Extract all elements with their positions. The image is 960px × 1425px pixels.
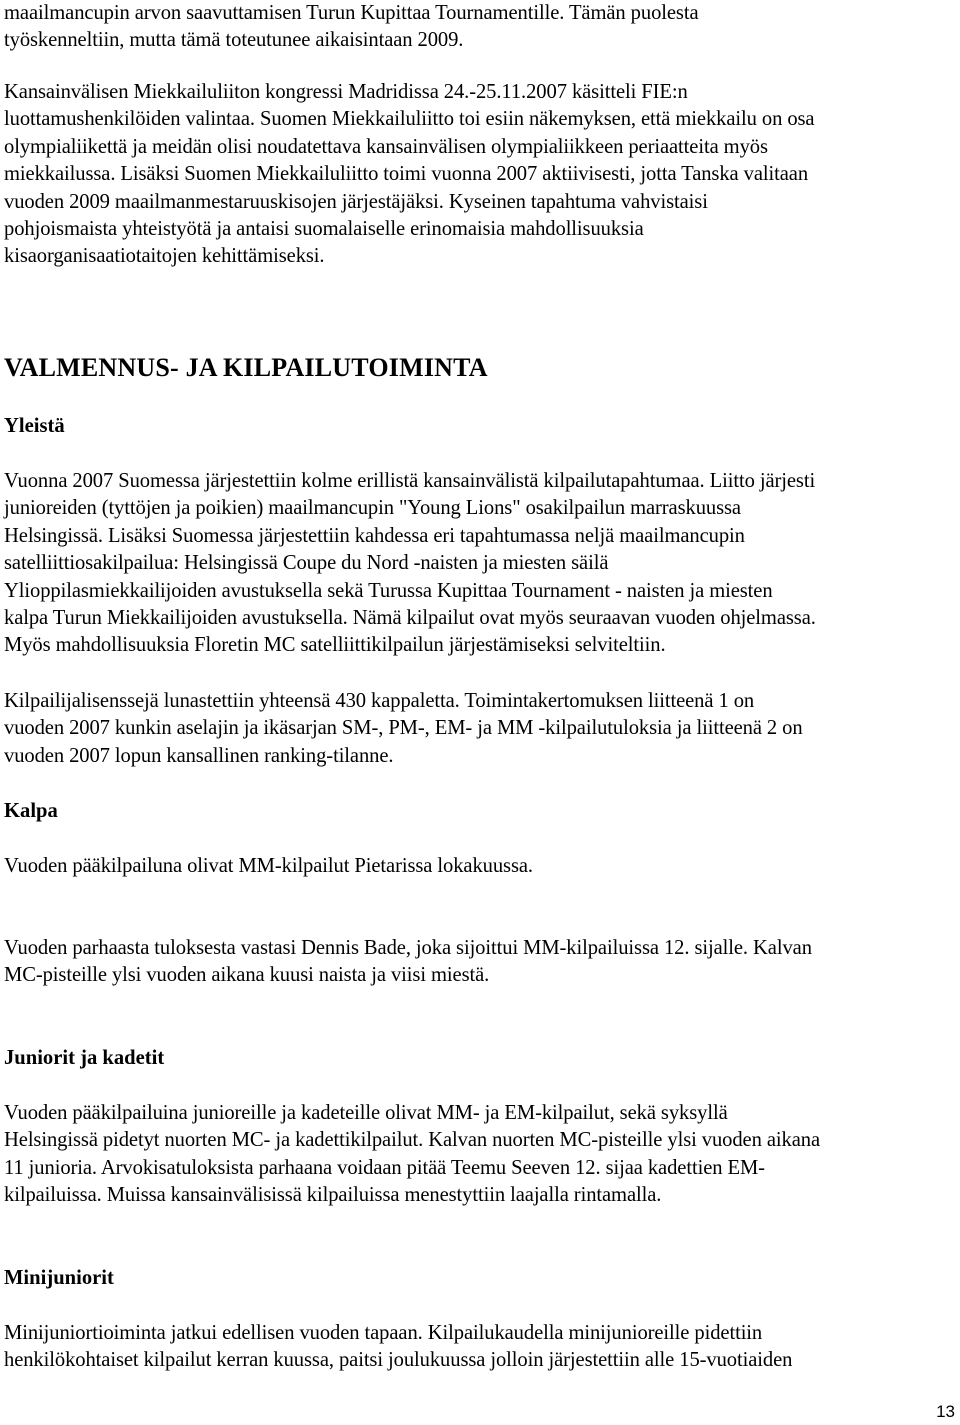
text-line: kalpa Turun Miekkailijoiden avustuksella. Nämä kilpailut ovat myös seuraavan vuoden ohjelmassa. xyxy=(4,607,816,630)
juniorit-paragraph-1 xyxy=(4,1100,954,1210)
text-line: Helsingissä pidetyt nuorten MC- ja kadettikilpailut. Kalvan nuorten MC-pisteille ylsi vuoden aikana xyxy=(4,1129,820,1152)
text-line: Minijuniortioiminta jatkui edellisen vuoden tapaan. Kilpailukaudella minijunioreille pidettiin xyxy=(4,1322,763,1344)
heading-juniorit: Juniorit ja kadetit xyxy=(4,1047,165,1069)
text-line: olympialiikettä ja meidän olisi noudatettava kansainvälisen olympialiikkeen periaatteita myös xyxy=(4,135,768,158)
text-line: MC-pisteille ylsi vuoden aikana kuusi naista ja viisi miestä. xyxy=(4,964,490,987)
kalpa-paragraph-1 xyxy=(4,853,954,880)
text-line: maailmancupin arvon saavuttamisen Turun Kupittaa Tournamentille. Tämän puolesta xyxy=(4,2,699,24)
intro-paragraph-2 xyxy=(4,79,954,271)
text-line: luottamushenkilöiden valintaa. Suomen Miekkailuliitto toi esiin näkemyksen, että miekkailu on osa xyxy=(4,108,815,131)
yleista-paragraph-1 xyxy=(4,468,954,660)
text-line: Vuoden pääkilpailuina junioreille ja kadeteille olivat MM- ja EM-kilpailut, sekä syksyllä xyxy=(4,1102,728,1124)
text-line: 11 junioria. Arvokisatuloksista parhaana voidaan pitää Teemu Seeven 12. sijaa kadettien EM- xyxy=(4,1156,765,1179)
intro-paragraph-1 xyxy=(4,0,954,55)
text-line: kisaorganisaatiotaitojen kehittämiseksi. xyxy=(4,245,325,268)
text-line: Myös mahdollisuuksia Floretin MC satelliittikilpailun järjestämiseksi selviteltiin. xyxy=(4,634,666,657)
text-line: Kansainvälisen Miekkailuliiton kongressi Madridissa 24.-25.11.2007 käsitteli FIE:n xyxy=(4,81,688,103)
text-line: työskenneltiin, mutta tämä toteutunee aikaisintaan 2009. xyxy=(4,29,464,52)
section-title: VALMENNUS- JA KILPAILUTOIMINTA xyxy=(4,353,488,382)
page-number: 13 xyxy=(936,1402,955,1421)
document-page xyxy=(4,0,954,1425)
text-line: pohjoismaista yhteistyötä ja antaisi suomalaiselle erinomaisia mahdollisuuksia xyxy=(4,218,644,241)
text-line: Vuoden parhaasta tuloksesta vastasi Dennis Bade, joka sijoittui MM-kilpailuissa 12. sijalle. Kalvan xyxy=(4,937,812,959)
yleista-paragraph-2 xyxy=(4,688,954,770)
text-line: satelliittiosakilpailua: Helsingissä Coupe du Nord -naisten ja miesten säilä xyxy=(4,552,609,575)
text-line: henkilökohtaiset kilpailut kerran kuussa, paitsi joulukuussa jolloin järjestettiin alle 15-vuotiaiden xyxy=(4,1349,793,1372)
heading-minijuniorit: Minijuniorit xyxy=(4,1267,114,1289)
text-line: vuoden 2009 maailmanmestaruuskisojen järjestäjäksi. Kyseinen tapahtuma vahvistaisi xyxy=(4,190,708,213)
text-line: vuoden 2007 kunkin aselajin ja ikäsarjan SM-, PM-, EM- ja MM -kilpailutuloksia ja liitteenä 2 on xyxy=(4,717,803,740)
text-line: junioreiden (tyttöjen ja poikien) maailmancupin "Young Lions" osakilpailun marraskuussa xyxy=(4,497,741,520)
text-line: Vuonna 2007 Suomessa järjestettiin kolme erillistä kansainvälistä kilpailutapahtumaa. Liitto järjesti xyxy=(4,470,816,492)
text-line: Helsingissä. Lisäksi Suomessa järjestettiin kahdessa eri tapahtumassa neljä maailmancupin xyxy=(4,524,745,547)
text-line: Vuoden pääkilpailuna olivat MM-kilpailut Pietarissa lokakuussa. xyxy=(4,855,533,877)
text-line: miekkailussa. Lisäksi Suomen Miekkailuliitto toimi vuonna 2007 aktiivisesti, jotta Tanska valitaan xyxy=(4,163,809,186)
text-line: Kilpailijalisenssejä lunastettiin yhteensä 430 kappaletta. Toimintakertomuksen liitteenä 1 on xyxy=(4,690,755,712)
text-line: vuoden 2007 lopun kansallinen ranking-tilanne. xyxy=(4,744,394,767)
heading-yleista: Yleistä xyxy=(4,415,65,437)
heading-kalpa: Kalpa xyxy=(4,800,58,822)
text-line: Ylioppilasmiekkailijoiden avustuksella sekä Turussa Kupittaa Tournament - naisten ja miesten xyxy=(4,579,773,602)
text-line: kilpailuissa. Muissa kansainvälisissä kilpailuissa menestyttiin laajalla rintamalla. xyxy=(4,1184,662,1207)
kalpa-paragraph-2 xyxy=(4,935,954,990)
minijuniorit-paragraph-1 xyxy=(4,1320,954,1375)
